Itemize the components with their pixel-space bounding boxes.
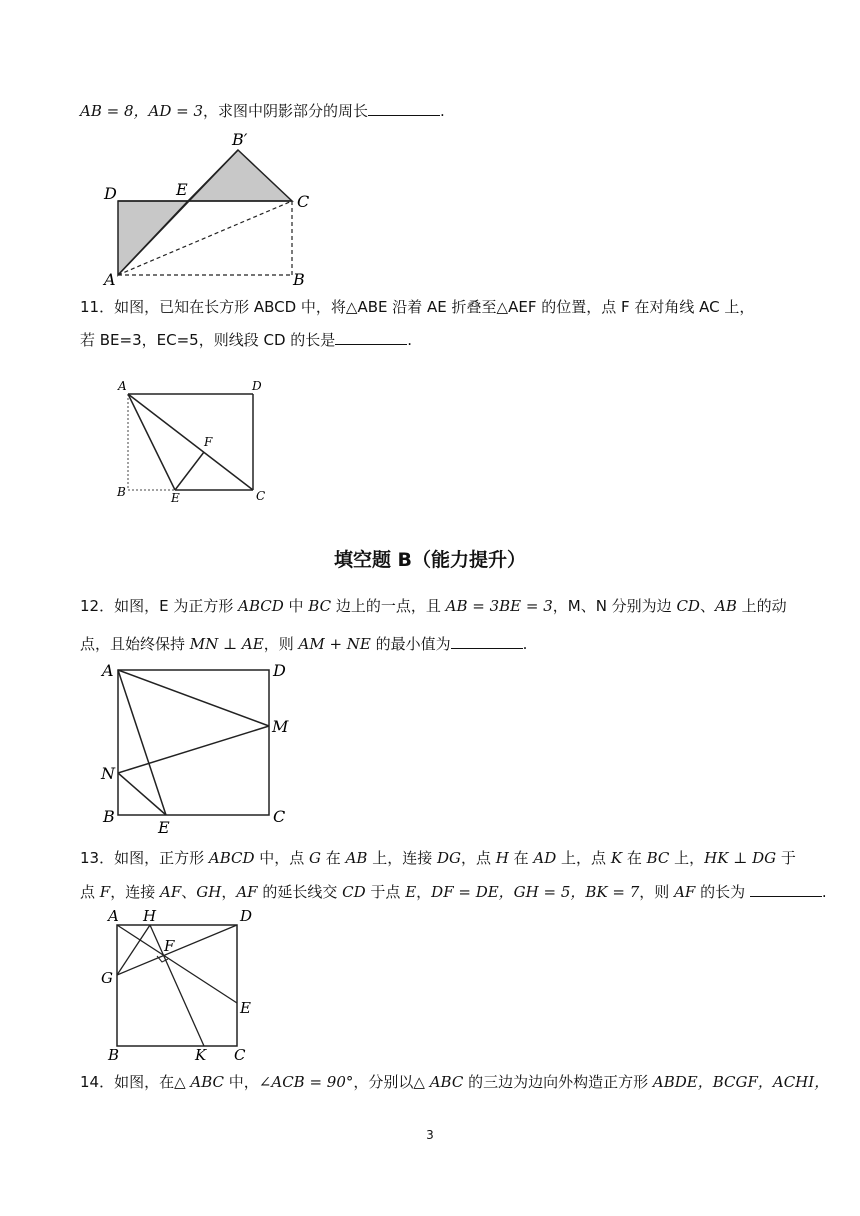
q13-dg: DG: [436, 849, 461, 867]
q13-label-k: K: [195, 1046, 207, 1064]
q13-text: 、: [181, 883, 197, 901]
q10-answer-blank[interactable]: [368, 101, 440, 116]
q12-line-2: [80, 634, 527, 654]
q13-text: 13．如图，正方形: [80, 849, 209, 867]
q12-number: 12．如图，E 为正方形: [80, 597, 239, 615]
q10-label-bprime: B′: [232, 130, 248, 149]
q13-text: 于: [776, 849, 796, 867]
q10-shaded-right: [188, 150, 292, 201]
q13-text: 在: [508, 849, 534, 867]
q13-label-d: D: [240, 907, 253, 925]
q13-text: 上，连接: [367, 849, 437, 867]
q14-squares: ABDE，BCGF，ACHI，: [652, 1073, 830, 1091]
q13-e: E: [405, 883, 417, 901]
q14-text: 的三边为边向外构造正方形: [463, 1073, 653, 1091]
q13-g: G: [309, 849, 322, 867]
q12-label-n: N: [101, 764, 115, 783]
q13-label-f: F: [164, 937, 175, 955]
q13-text: 于点: [365, 883, 406, 901]
q14-text: 中，: [224, 1073, 259, 1091]
q11-label-f: F: [204, 435, 213, 449]
q12-text: 边上的一点，且: [331, 597, 446, 615]
q13-f: F: [99, 883, 111, 901]
q13-answer-blank[interactable]: [750, 882, 822, 897]
q12-cd: CD: [676, 597, 700, 615]
q11-answer-blank[interactable]: [335, 330, 407, 345]
q10-text: [80, 101, 445, 121]
q13-label-h: H: [143, 907, 157, 925]
q10-label-e: E: [176, 180, 188, 199]
q12-text: 中: [283, 597, 309, 615]
q13-af: AF: [674, 883, 696, 901]
q13-hk-perp: HK ⊥ DG: [704, 849, 777, 867]
q11-line-ef: [175, 452, 204, 490]
q13-text: 点: [80, 883, 100, 901]
q13-label-a: A: [108, 907, 119, 925]
q13-label-b: B: [108, 1046, 120, 1064]
q12-line-nm: [118, 726, 269, 773]
q13-text: ，连接: [110, 883, 160, 901]
q13-gh: GH: [196, 883, 222, 901]
q13-text: ，点: [461, 849, 496, 867]
q11-label-b: B: [117, 485, 126, 499]
q11-line-1: 11．如图，已知在长方形 ABCD 中，将△ABE 沿着 AE 折叠至△AEF 的位置，点 F 在对角线 AC 上，: [80, 298, 755, 316]
q10-figure: [0, 125, 860, 285]
q14-triangle: △ ABC: [413, 1073, 464, 1091]
q13-ad: AD: [533, 849, 557, 867]
q10-question: ，求图中阴影部分的周长: [203, 102, 369, 120]
q11-label-e: E: [171, 491, 180, 505]
q10-label-d: D: [104, 184, 117, 203]
q11-label-d: D: [252, 379, 262, 393]
q12-abcd: ABCD: [238, 597, 284, 615]
q12-text: 上的动: [736, 597, 787, 615]
q13-text: 上，: [669, 849, 705, 867]
q13-text: ，: [416, 883, 432, 901]
q11-label-a: A: [118, 379, 127, 393]
q12-text: ，则: [263, 635, 299, 653]
q10-label-a: A: [104, 270, 116, 285]
q13-line-hk: [150, 925, 204, 1046]
q13-condition: DF = DE，GH = 5，BK = 7: [431, 883, 640, 901]
q12-label-c: C: [273, 807, 286, 826]
q12-text: ，M、N 分别为边: [552, 597, 677, 615]
q12-bc: BC: [308, 597, 332, 615]
q13-text: 中，点: [254, 849, 310, 867]
section-b-heading: 填空题 B（能力提升）: [333, 549, 527, 571]
q10-given: AB = 8，AD = 3: [80, 102, 204, 120]
q12-period: .: [522, 635, 528, 653]
q12-ab: AB: [714, 597, 737, 615]
q12-figure: [0, 658, 860, 838]
q13-text: 的延长线交: [257, 883, 343, 901]
q12-condition: AB = 3BE = 3: [445, 597, 553, 615]
q10-period: .: [440, 102, 445, 120]
q11-line-2: [80, 330, 412, 350]
q12-perpendicular: MN ⊥ AE: [189, 635, 264, 653]
q14-angle: ∠ACB = 90°: [258, 1073, 354, 1091]
q11-label-c: C: [256, 489, 266, 503]
q12-label-b: B: [103, 807, 115, 826]
q10-label-b: B: [293, 270, 305, 285]
q13-text: 在: [622, 849, 647, 867]
q12-text: 的最小值为: [370, 635, 451, 653]
q12-expression: AM + NE: [298, 635, 371, 653]
q11-question: 若 BE=3，EC=5，则线段 CD 的长是: [80, 331, 336, 349]
q13-af: AF: [159, 883, 182, 901]
q13-text: ，: [221, 883, 237, 901]
page-number: 3: [426, 1128, 434, 1142]
q13-line-dg: [117, 925, 237, 975]
q13-text: 在: [321, 849, 346, 867]
q13-ab: AB: [345, 849, 368, 867]
q12-line-1: [80, 596, 787, 616]
q12-text: 、: [699, 597, 715, 615]
q13-abcd: ABCD: [208, 849, 255, 867]
q13-line-ae: [117, 925, 237, 1003]
q11-period: .: [407, 331, 413, 349]
q12-line-am: [118, 670, 269, 726]
q13-line-2: [80, 882, 827, 902]
q14-text: 14．如图，在: [80, 1073, 175, 1091]
q13-label-g: G: [101, 969, 113, 987]
q11-line-ae: [128, 394, 175, 490]
q10-label-c: C: [297, 192, 310, 211]
q13-label-c: C: [234, 1046, 246, 1064]
q12-label-m: M: [272, 717, 289, 736]
q13-bc: BC: [646, 849, 670, 867]
q12-label-d: D: [273, 661, 286, 680]
q13-text: 上，点: [556, 849, 611, 867]
q13-period: .: [821, 883, 827, 901]
q13-line-1: [80, 848, 796, 868]
q13-af: AF: [236, 883, 258, 901]
q13-k: K: [610, 849, 623, 867]
q13-cd: CD: [342, 883, 366, 901]
q14-text: ，分别以: [353, 1073, 414, 1091]
q13-text: ，则: [639, 883, 675, 901]
q14-line-1: [80, 1072, 829, 1092]
q14-triangle: △ ABC: [174, 1073, 225, 1091]
q12-text: 点，且始终保持: [80, 635, 190, 653]
q11-figure: [0, 370, 860, 510]
q12-label-e: E: [158, 818, 170, 837]
q12-label-a: A: [102, 661, 114, 680]
q13-figure: [0, 905, 860, 1065]
q13-text: 的长为: [695, 883, 750, 901]
q13-h: H: [495, 849, 509, 867]
q11-line-ac: [128, 394, 253, 490]
q12-answer-blank[interactable]: [451, 634, 523, 649]
q13-label-e: E: [240, 999, 251, 1017]
